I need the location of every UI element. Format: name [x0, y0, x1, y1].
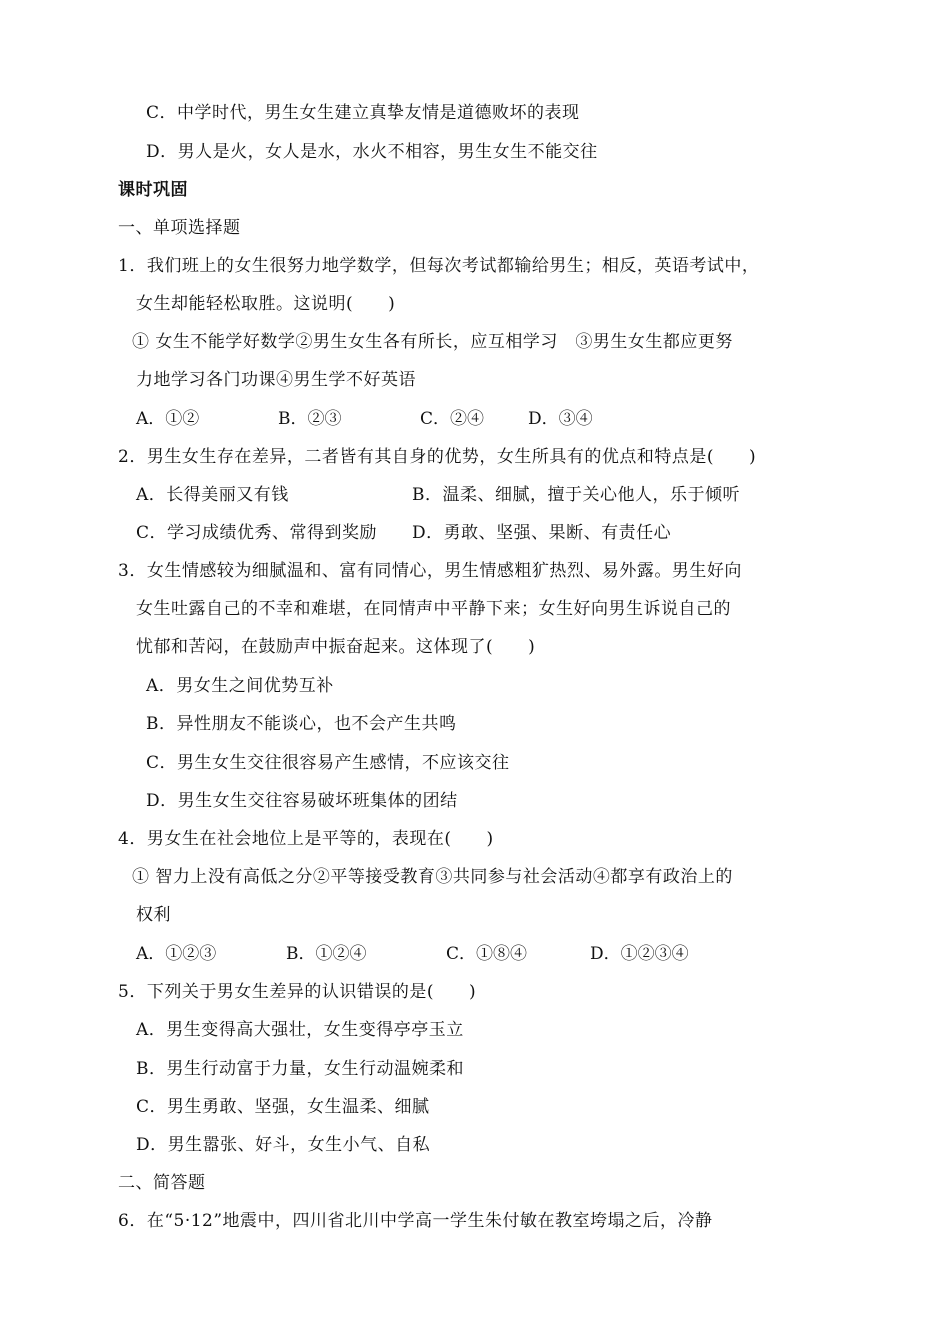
q2-stem: 2．男生女生存在差异，二者皆有其自身的优势，女生所具有的优点和特点是( ) — [118, 447, 757, 467]
part2-title: 二、简答题 — [118, 1173, 206, 1193]
q5-option-d: D．男生嚣张、好斗，女生小气、自私 — [136, 1135, 431, 1155]
q2-option-a: A．长得美丽又有钱 — [136, 485, 289, 505]
q5-option-b: B．男生行动富于力量，女生行动温婉柔和 — [136, 1059, 464, 1079]
section-title: 课时巩固 — [118, 180, 188, 200]
q4-option-d: D．①②③④ — [590, 944, 689, 964]
q1-stem-line1: 1．我们班上的女生很努力地学数学，但每次考试都输给男生；相反，英语考试中， — [118, 256, 760, 276]
q3-stem-line3: 忧郁和苦闷，在鼓励声中振奋起来。这体现了( ) — [136, 637, 536, 657]
q2-option-c: C．学习成绩优秀、常得到奖励 — [136, 523, 378, 543]
q5-option-a: A．男生变得高大强壮，女生变得亭亭玉立 — [136, 1020, 464, 1040]
prev-option-d: D．男人是火，女人是水，水火不相容，男生女生不能交往 — [146, 142, 598, 162]
q3-option-c: C．男生女生交往很容易产生感情，不应该交往 — [146, 753, 510, 773]
q4-option-a: A．①②③ — [136, 944, 217, 964]
q4-option-b: B．①②④ — [286, 944, 367, 964]
q1-statements-line1: ① 女生不能学好数学②男生女生各有所长，应互相学习 ③男生女生都应更努 — [132, 332, 733, 352]
q4-statements-line1: ① 智力上没有高低之分②平等接受教育③共同参与社会活动④都享有政治上的 — [132, 867, 733, 887]
q1-stem-line2: 女生却能轻松取胜。这说明( ) — [136, 294, 396, 314]
part1-title: 一、单项选择题 — [118, 218, 241, 238]
q3-stem-line2: 女生吐露自己的不幸和难堪，在同情声中平静下来；女生好向男生诉说自己的 — [136, 599, 731, 619]
q6-stem-line1: 6．在“5·12”地震中，四川省北川中学高一学生朱付敏在教室垮塌之后，冷静 — [118, 1211, 713, 1231]
q4-stem: 4．男女生在社会地位上是平等的，表现在( ) — [118, 829, 494, 849]
q1-option-b: B．②③ — [278, 409, 342, 429]
q1-option-c: C．②④ — [420, 409, 485, 429]
q5-stem: 5．下列关于男女生差异的认识错误的是( ) — [118, 982, 477, 1002]
q1-option-d: D．③④ — [528, 409, 593, 429]
q1-option-a: A．①② — [136, 409, 200, 429]
prev-option-c: C．中学时代，男生女生建立真挚友情是道德败坏的表现 — [146, 103, 580, 123]
q1-statements-line2: 力地学习各门功课④男生学不好英语 — [136, 370, 416, 390]
q5-option-c: C．男生勇敢、坚强，女生温柔、细腻 — [136, 1097, 430, 1117]
q2-option-d: D．勇敢、坚强、果断、有责任心 — [412, 523, 672, 543]
q4-option-c: C．①⑧④ — [446, 944, 528, 964]
q3-stem-line1: 3．女生情感较为细腻温和、富有同情心，男生情感粗犷热烈、易外露。男生好向 — [118, 561, 742, 581]
q3-option-a: A．男女生之间优势互补 — [146, 676, 334, 696]
q3-option-b: B．异性朋友不能谈心，也不会产生共鸣 — [146, 714, 457, 734]
q4-statements-line2: 权利 — [136, 905, 171, 925]
q2-option-b: B．温柔、细腻，擅于关心他人，乐于倾听 — [412, 485, 740, 505]
q3-option-d: D．男生女生交往容易破坏班集体的团结 — [146, 791, 458, 811]
